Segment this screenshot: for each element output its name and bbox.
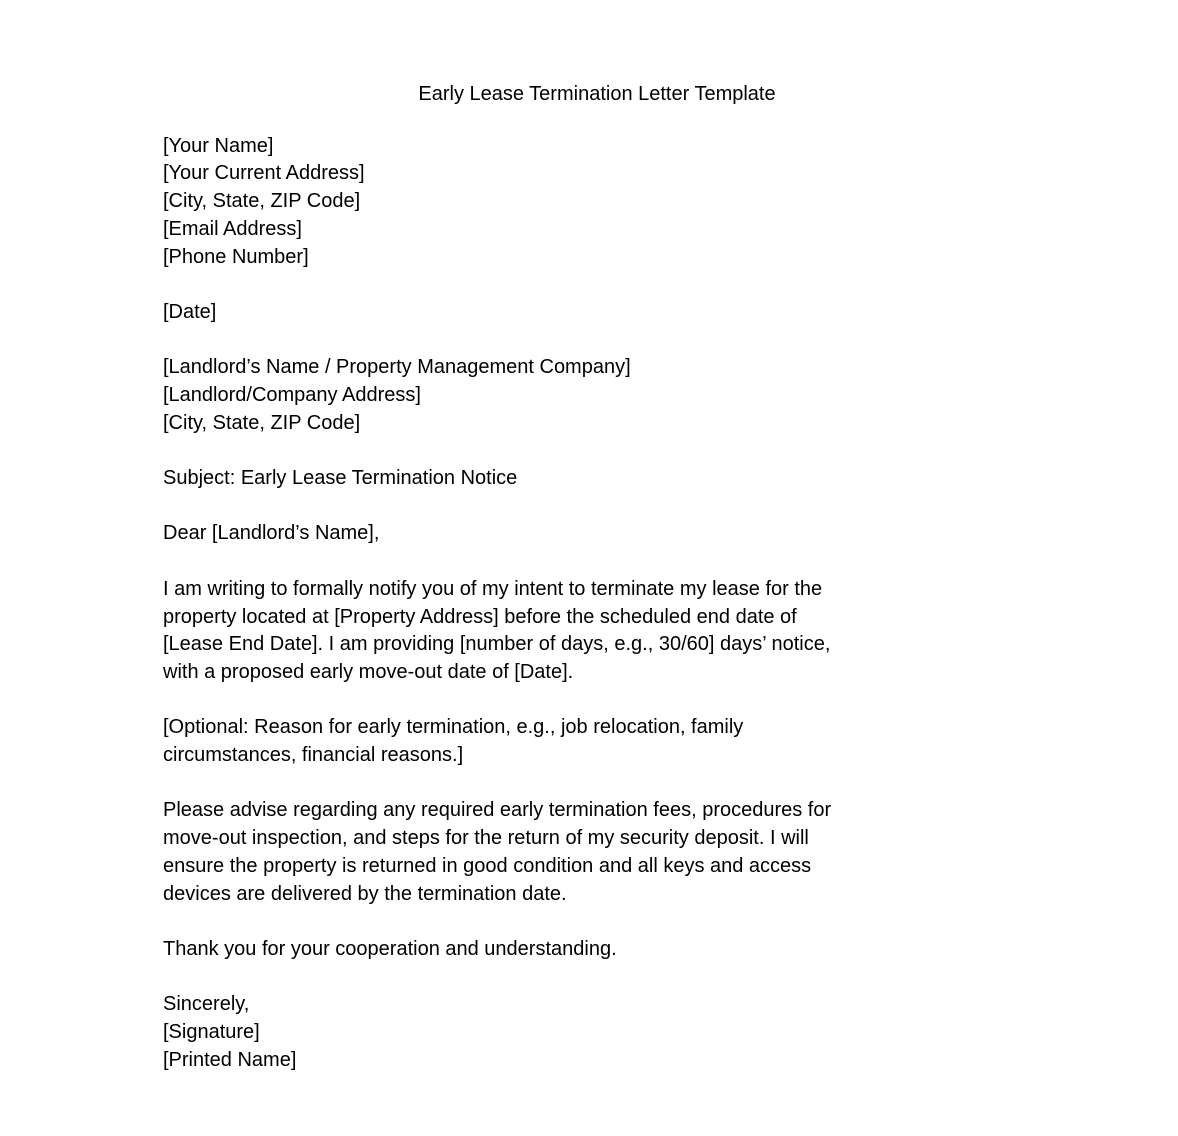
text-line: Please advise regarding any required early termination fees, procedures for bbox=[163, 799, 832, 822]
text-line: ensure the property is returned in good condition and all keys and access bbox=[163, 854, 812, 877]
date-block bbox=[163, 299, 1178, 327]
text-line: [Signature] bbox=[163, 1021, 260, 1044]
sender-address-block bbox=[163, 133, 1178, 272]
salutation bbox=[163, 520, 1178, 548]
text-line: Sincerely, bbox=[163, 993, 250, 1016]
text-line: move-out inspection, and steps for the return of my security deposit. I will bbox=[163, 827, 809, 850]
body-paragraph-intent bbox=[163, 576, 1178, 687]
text-line: devices are delivered by the termination date. bbox=[163, 882, 567, 905]
body-paragraph-please-advise bbox=[163, 797, 1178, 908]
document-title: Early Lease Termination Letter Template bbox=[418, 83, 776, 105]
text-line: I am writing to formally notify you of my intent to terminate my lease for the bbox=[163, 577, 823, 600]
text-line: [City, State, ZIP Code] bbox=[163, 411, 361, 434]
closing-signature-block bbox=[163, 991, 1178, 1074]
recipient-address-block bbox=[163, 354, 1178, 437]
text-line: [Phone Number] bbox=[163, 245, 309, 268]
text-line: property located at [Property Address] before the scheduled end date of bbox=[163, 605, 797, 628]
subject-line-text: Subject: Early Lease Termination Notice bbox=[163, 467, 518, 490]
body-paragraph-thank-you bbox=[163, 936, 1178, 964]
text-line: [Optional: Reason for early termination, e.g., job relocation, family bbox=[163, 716, 744, 739]
text-line: Thank you for your cooperation and understanding. bbox=[163, 937, 617, 960]
text-line: [City, State, ZIP Code] bbox=[163, 190, 361, 213]
text-line: [Printed Name] bbox=[163, 1048, 297, 1071]
body-paragraph-optional-reason bbox=[163, 714, 1178, 769]
text-line: [Landlord’s Name / Property Management Company] bbox=[163, 356, 631, 379]
subject-line bbox=[163, 465, 1178, 493]
salutation-text: Dear [Landlord’s Name], bbox=[163, 522, 380, 545]
text-line: [Date] bbox=[163, 300, 217, 323]
text-line: [Your Current Address] bbox=[163, 162, 365, 185]
text-line: circumstances, financial reasons.] bbox=[163, 744, 464, 767]
text-line: [Email Address] bbox=[163, 217, 302, 240]
text-line: [Your Name] bbox=[163, 134, 274, 157]
text-line: with a proposed early move-out date of [Date]. bbox=[163, 660, 574, 683]
text-line: [Landlord/Company Address] bbox=[163, 384, 421, 406]
text-line: [Lease End Date]. I am providing [number of days, e.g., 30/60] days’ notice, bbox=[163, 633, 831, 656]
